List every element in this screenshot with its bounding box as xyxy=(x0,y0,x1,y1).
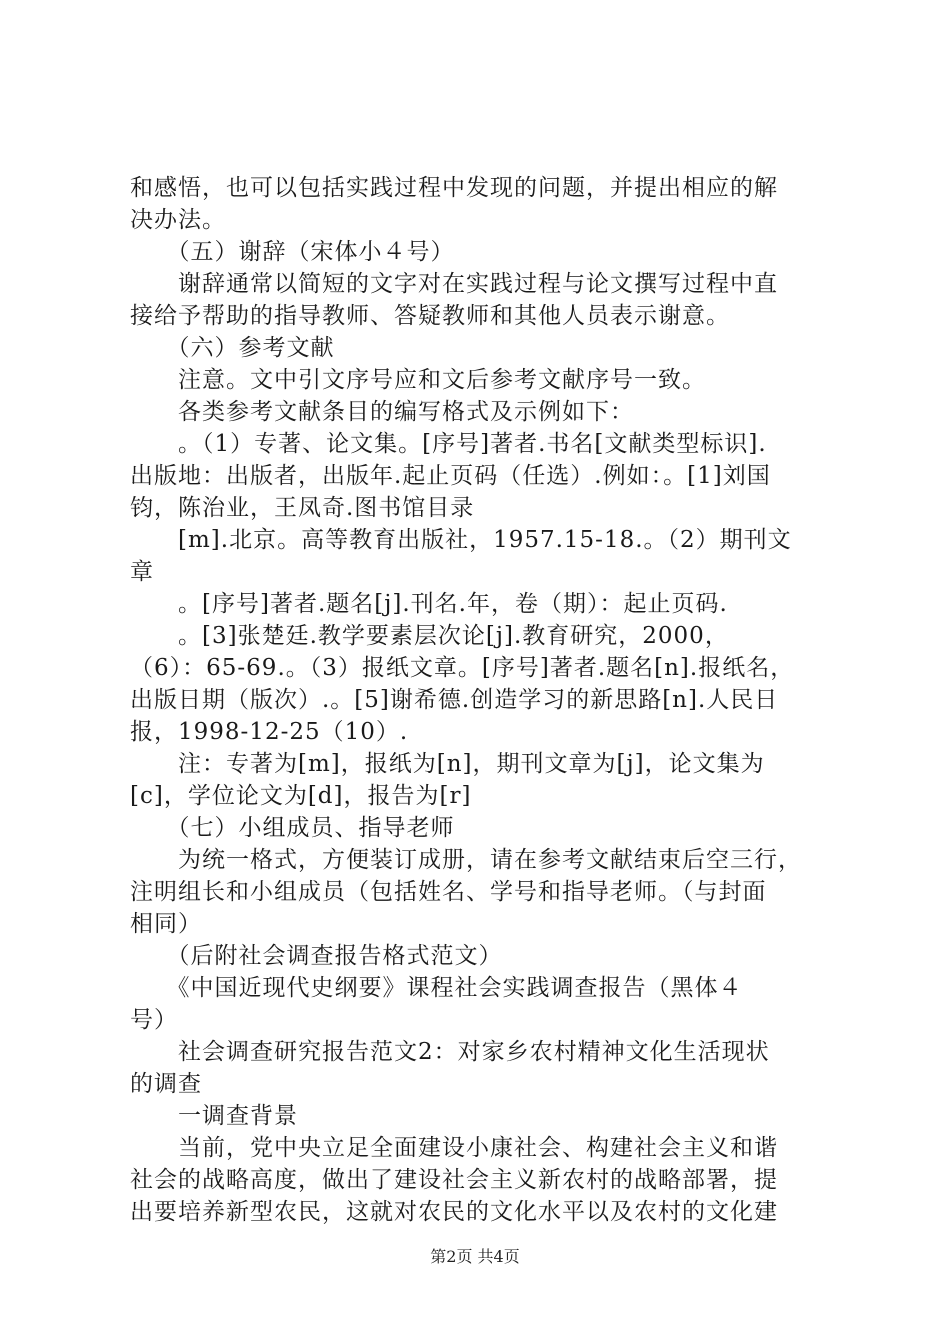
text-line: [c]，学位论文为[d]，报告为[r] xyxy=(130,783,472,809)
text-line: 决办法。 xyxy=(130,207,226,233)
text-line: 。[3]张楚廷.教学要素层次论[j].教育研究，2000， xyxy=(130,623,729,649)
text-line: （后附社会调查报告格式范文） xyxy=(130,943,503,969)
text-line: 注意。文中引文序号应和文后参考文献序号一致。 xyxy=(130,367,706,393)
text-line: 当前，党中央立足全面建设小康社会、构建社会主义和谐 xyxy=(130,1135,778,1161)
text-line: 相同） xyxy=(130,911,202,937)
text-line: 。（1）专著、论文集。[序号]著者.书名[文献类型标识]. xyxy=(130,431,767,457)
text-line: 出要培养新型农民，这就对农民的文化水平以及农村的文化建 xyxy=(130,1199,778,1225)
section-heading: （五）谢辞（宋体小４号） xyxy=(130,239,455,265)
text-line: 为统一格式，方便装订成册，请在参考文献结束后空三行， xyxy=(130,847,802,873)
text-line: 报，1998-12-25（10）. xyxy=(130,719,409,745)
text-line: 注明组长和小组成员（包括姓名、学号和指导老师。（与封面 xyxy=(130,879,767,905)
text-line: 出版日期（版次）.。[5]谢希德.创造学习的新思路[n].人民日 xyxy=(130,687,779,713)
section-heading: 一调查背景 xyxy=(130,1103,298,1129)
text-line: 的调查 xyxy=(130,1071,202,1097)
text-line: 。[序号]著者.题名[j].刊名.年，卷（期）：起止页码. xyxy=(130,591,728,617)
text-line: 钧，陈治业，王凤奇.图书馆目录 xyxy=(130,495,475,521)
text-line: 接给予帮助的指导教师、答疑教师和其他人员表示谢意。 xyxy=(130,303,730,329)
section-heading: （七）小组成员、指导老师 xyxy=(130,815,455,841)
text-line: 《中国近现代史纲要》课程社会实践调查报告（黑体４ xyxy=(130,975,743,1001)
page-footer: 第2页 共4页 xyxy=(430,1247,520,1266)
text-line: 注：专著为[m]，报纸为[n]，期刊文章为[j]，论文集为 xyxy=(130,751,765,777)
text-line: 各类参考文献条目的编写格式及示例如下： xyxy=(130,399,634,425)
document-body xyxy=(130,172,832,1228)
text-line: 和感悟，也可以包括实践过程中发现的问题，并提出相应的解 xyxy=(130,175,778,201)
text-line: 出版地：出版者，出版年.起止页码（任选）.例如：。[1]刘国 xyxy=(130,463,771,489)
text-line: 社会调查研究报告范文2：对家乡农村精神文化生活现状 xyxy=(130,1039,770,1065)
text-line: 谢辞通常以简短的文字对在实践过程与论文撰写过程中直 xyxy=(130,271,778,297)
text-line: 号） xyxy=(130,1007,178,1033)
section-heading: （六）参考文献 xyxy=(130,335,335,361)
text-line: [m].北京。高等教育出版社，1957.15-18.。（2）期刊文 xyxy=(130,527,792,553)
text-line: 章 xyxy=(130,559,154,585)
text-line: （6）：65-69.。（3）报纸文章。[序号]著者.题名[n].报纸名， xyxy=(130,655,795,681)
text-line: 社会的战略高度，做出了建设社会主义新农村的战略部署，提 xyxy=(130,1167,778,1193)
